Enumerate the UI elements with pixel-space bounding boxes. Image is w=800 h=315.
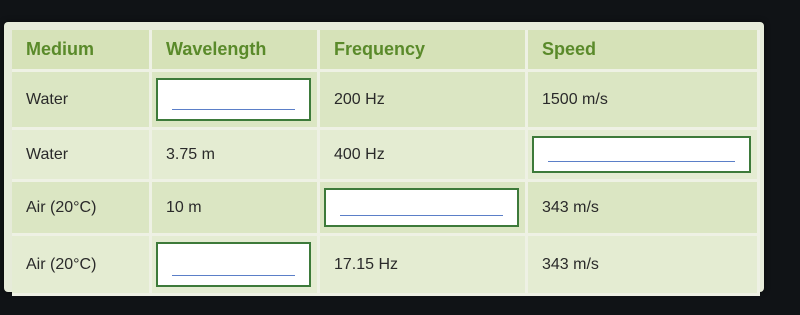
row1-medium: Water — [12, 72, 152, 130]
row1-wavelength-input[interactable] — [156, 78, 311, 121]
header-frequency: Frequency — [320, 30, 528, 72]
row4-speed: 343 m/s — [528, 236, 760, 296]
row3-medium: Air (20°C) — [12, 182, 152, 236]
row2-wavelength: 3.75 m — [152, 130, 320, 182]
row4-wavelength-input[interactable] — [156, 242, 311, 287]
row2-medium: Water — [12, 130, 152, 182]
row2-speed-cell — [528, 130, 760, 182]
answer-line — [340, 215, 503, 216]
answer-line — [548, 161, 735, 162]
row1-wavelength-cell — [152, 72, 320, 130]
row4-medium: Air (20°C) — [12, 236, 152, 296]
wave-properties-table — [12, 30, 760, 296]
row2-frequency: 400 Hz — [320, 130, 528, 182]
row3-speed: 343 m/s — [528, 182, 760, 236]
row4-wavelength-cell — [152, 236, 320, 296]
row1-speed: 1500 m/s — [528, 72, 760, 130]
row4-frequency: 17.15 Hz — [320, 236, 528, 296]
answer-line — [172, 109, 295, 110]
header-wavelength: Wavelength — [152, 30, 320, 72]
row3-frequency-input[interactable] — [324, 188, 519, 227]
header-medium: Medium — [12, 30, 152, 72]
row3-wavelength: 10 m — [152, 182, 320, 236]
answer-line — [172, 275, 295, 276]
row3-frequency-cell — [320, 182, 528, 236]
row1-frequency: 200 Hz — [320, 72, 528, 130]
header-speed: Speed — [528, 30, 760, 72]
row2-speed-input[interactable] — [532, 136, 751, 173]
wave-table-card — [4, 22, 764, 292]
